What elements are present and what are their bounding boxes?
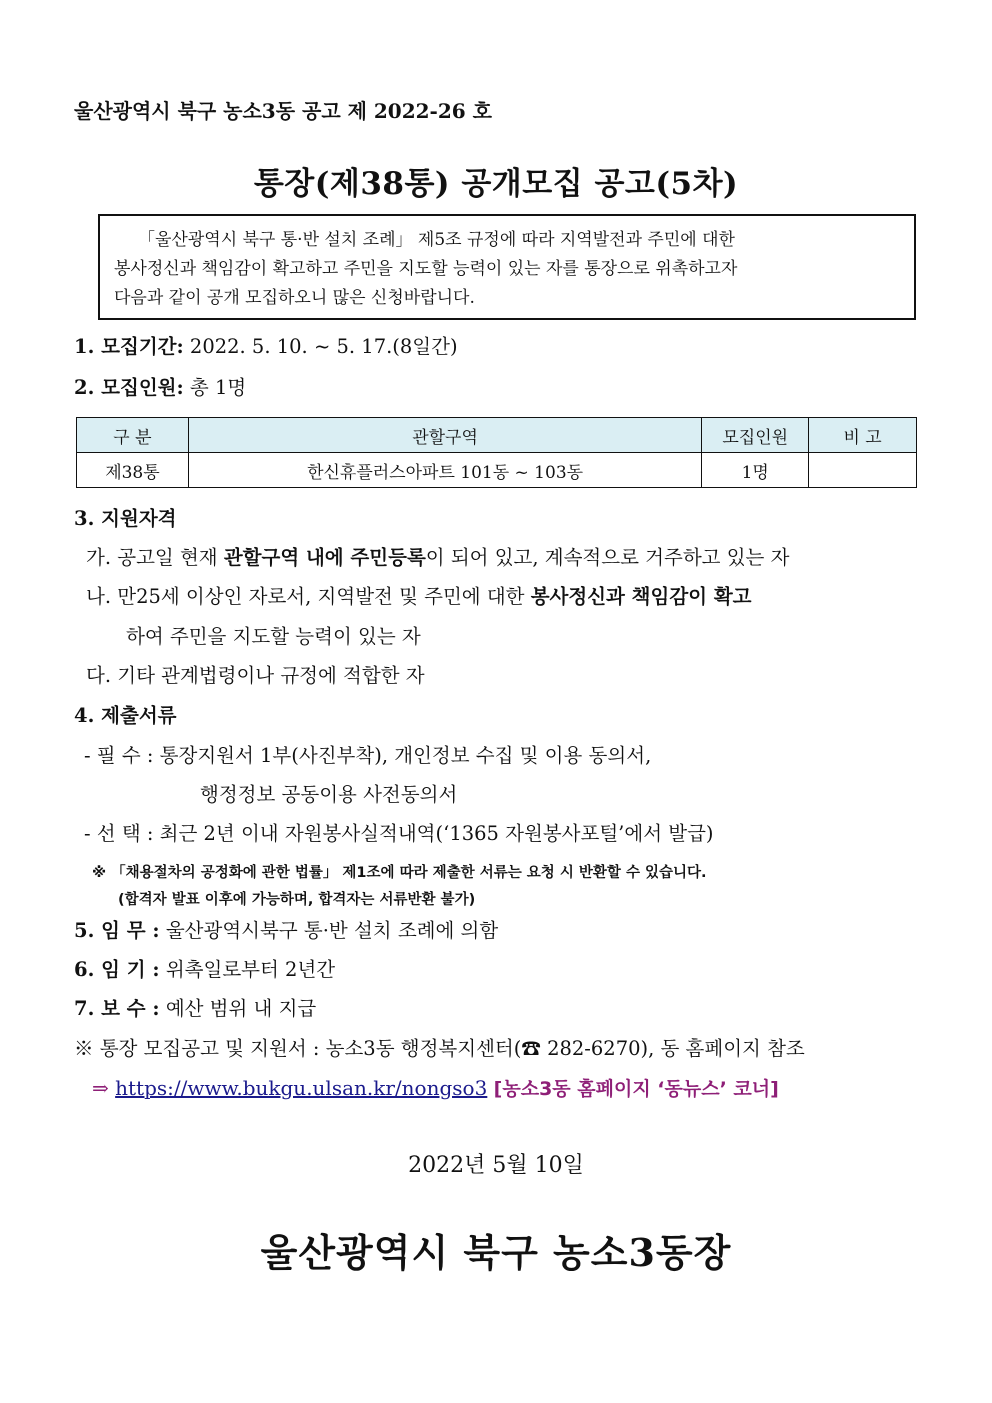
- documents-optional: [84, 822, 714, 846]
- homepage-corner: [농소3동 홈페이지 ‘동뉴스’ 코너]: [493, 1078, 779, 1100]
- recruit-table: [76, 417, 917, 488]
- notice-number: 울산광역시 북구 농소3동 공고 제 2022-26 호: [74, 99, 492, 123]
- intro-line: 「울산광역시 북구 통·반 설치 조례」 제5조 규정에 따라 지역발전과 주민에 대한: [138, 230, 735, 250]
- duty-value: 울산광역시북구 통·반 설치 조례에 의함: [165, 919, 499, 942]
- documents-optional-value: 최근 2년 이내 자원봉사실적내역(‘1365 자원봉사포털’에서 발급): [159, 822, 714, 845]
- intro-box: [98, 214, 916, 320]
- qualification-ga-suffix: 이 되어 있고, 계속적으로 거주하고 있는 자: [425, 546, 790, 569]
- pay-row: [74, 997, 316, 1021]
- period-value: 2022. 5. 10. ~ 5. 17.(8일간): [189, 335, 458, 358]
- table-header-cell: 구 분: [77, 418, 189, 453]
- qualification-na-prefix: 나. 만25세 이상인 자로서, 지역발전 및 주민에 대한: [86, 585, 531, 608]
- qualification-ga-prefix: 가. 공고일 현재: [86, 546, 224, 569]
- documents-optional-label: - 선 택 :: [84, 822, 154, 845]
- table-header-cell: 비 고: [809, 418, 917, 453]
- table-header-cell: 관할구역: [188, 418, 701, 453]
- documents-note: ※ 「채용절차의 공정화에 관한 법률」 제1조에 따라 제출한 서류는 요청 시 반환할 수 있습니다.: [92, 865, 707, 881]
- homepage-link[interactable]: https://www.bukgu.ulsan.kr/nongso3: [115, 1076, 488, 1100]
- arrow-icon: ⇒: [92, 1076, 109, 1100]
- documents-note-line2: (합격자 발표 이후에 가능하며, 합격자는 서류반환 불가): [118, 892, 476, 908]
- documents-required-value: 통장지원서 1부(사진부착), 개인정보 수집 및 이용 동의서,: [159, 744, 652, 767]
- qualification-ga-bold: 관할구역 내에 주민등록: [223, 546, 426, 569]
- issuer-name: 울산광역시 북구 농소3동장: [260, 1230, 732, 1275]
- contact-line: ※ 통장 모집공고 및 지원서 : 농소3동 행정복지센터(☎ 282-6270), 동 홈페이지 참조: [74, 1037, 805, 1060]
- pay-value: 예산 범위 내 지급: [165, 997, 317, 1020]
- qualification-na-bold: 봉사정신과 책임감이 확고: [530, 585, 752, 608]
- documents-required-line2: 행정정보 공동이용 사전동의서: [200, 783, 458, 806]
- headcount-label: 2. 모집인원:: [74, 376, 184, 399]
- homepage-row: [92, 1074, 779, 1101]
- term-value: 위촉일로부터 2년간: [165, 958, 336, 981]
- table-cell-area: 한신휴플러스아파트 101동 ~ 103동: [188, 453, 701, 488]
- intro-line: 다음과 같이 공개 모집하오니 많은 신청바랍니다.: [114, 288, 475, 308]
- documents-required: [84, 744, 651, 768]
- table-header-row: [77, 418, 917, 453]
- qualification-da: 다. 기타 관계법령이나 규정에 적합한 자: [86, 664, 425, 687]
- qualification-ga: [86, 546, 789, 570]
- period-label: 1. 모집기간:: [74, 335, 184, 358]
- table-header-cell: 모집인원: [702, 418, 809, 453]
- intro-line: 봉사정신과 책임감이 확고하고 주민을 지도할 능력이 있는 자를 통장으로 위촉하고자: [114, 259, 738, 279]
- table-cell-count: 1명: [702, 453, 809, 488]
- duty-label: 5. 임 무 :: [74, 919, 160, 942]
- document-title: 통장(제38통) 공개모집 공고(5차): [253, 166, 739, 202]
- duty-row: [74, 919, 498, 943]
- term-row: [74, 958, 335, 982]
- term-label: 6. 임 기 :: [74, 958, 160, 981]
- documents-heading: 4. 제출서류: [74, 704, 177, 727]
- qualification-na-line2: 하여 주민을 지도할 능력이 있는 자: [126, 625, 421, 648]
- table-cell-note: [809, 453, 917, 488]
- table-row: [77, 453, 917, 488]
- qualification-na: [86, 585, 752, 609]
- documents-required-label: - 필 수 :: [84, 744, 154, 767]
- pay-label: 7. 보 수 :: [74, 997, 160, 1020]
- headcount-value: 총 1명: [189, 376, 247, 399]
- period-row: [74, 335, 458, 359]
- qualifications-heading: 3. 지원자격: [74, 507, 177, 530]
- table-cell-unit: 제38통: [77, 453, 189, 488]
- headcount-row: [74, 376, 246, 400]
- document-date: 2022년 5월 10일: [408, 1153, 584, 1178]
